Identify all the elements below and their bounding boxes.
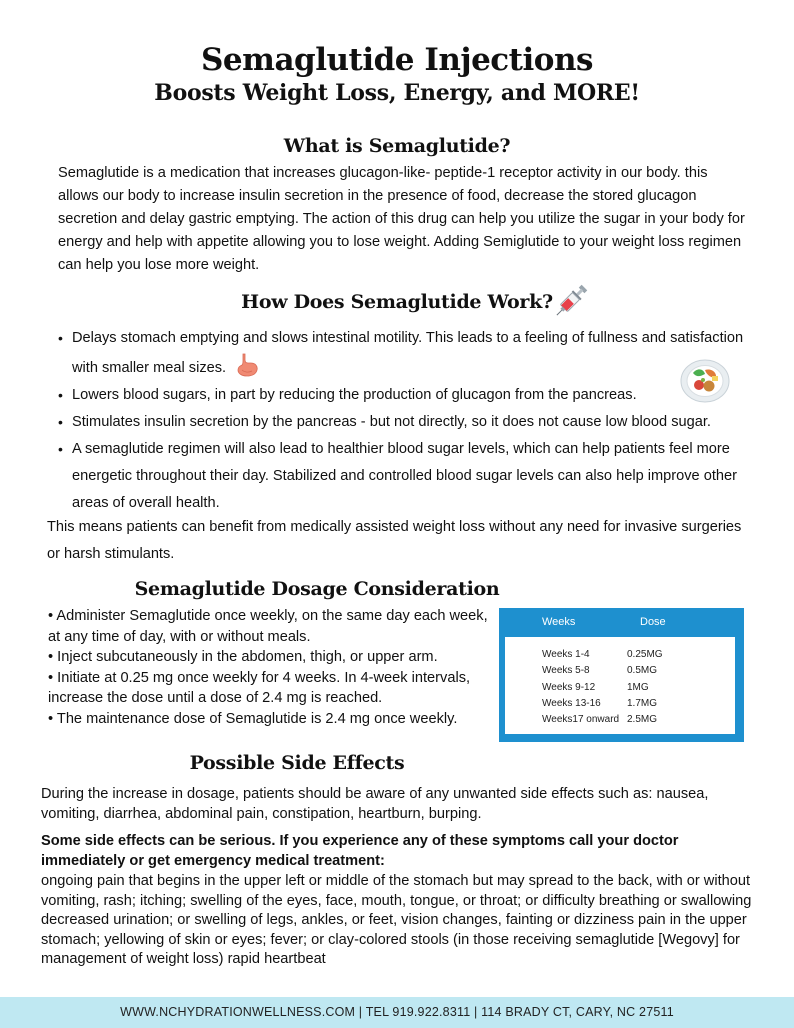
dosage-col-weeks: Weeks (542, 616, 576, 628)
dosage-heading: Semaglutide Dosage Consideration (134, 578, 500, 600)
healthy-plate-icon (679, 358, 731, 404)
side-effects-warning: Some side effects can be serious. If you experience any of these symptoms call your doctor immediately or get emergency medical treatment: (41, 833, 679, 869)
how-bullet-list (58, 325, 758, 517)
table-row (505, 714, 735, 730)
dosage-weeks-cell: Weeks17 onward (542, 714, 620, 725)
how-heading: How Does Semaglutide Work? (241, 291, 553, 313)
dosage-dose-cell: 1MG (627, 682, 649, 693)
stomach-icon (234, 352, 260, 378)
side-effects-intro: During the increase in dosage, patients should be aware of any unwanted side effects such as: nausea, vomiting, diarrhea, abdominal pain, constipation, heartburn, burping. (41, 786, 709, 822)
what-heading: What is Semaglutide? (283, 135, 511, 157)
dosage-dose-cell: 0.25MG (627, 649, 663, 660)
dosage-weeks-cell: Weeks 5-8 (542, 665, 590, 676)
dosage-table-body (505, 637, 735, 734)
how-bullet-item (58, 382, 758, 409)
dosage-dose-cell: 1.7MG (627, 698, 658, 709)
dosage-table-header (499, 616, 744, 634)
dosage-dose-cell: 0.5MG (627, 665, 658, 676)
how-bullet-text: Lowers blood sugars, in part by reducing the production of glucagon from the pancreas. (72, 387, 637, 403)
dosage-table (499, 608, 744, 742)
how-bullet-item (58, 325, 758, 382)
footer-contact: WWW.NCHYDRATIONWELLNESS.COM | TEL 919.922.8311 | 114 BRADY CT, CARY, NC 27511 (120, 1005, 674, 1019)
dosage-line: • The maintenance dose of Semaglutide is 2.4 mg once weekly. (48, 710, 458, 727)
table-row (505, 665, 735, 681)
table-row (505, 649, 735, 665)
side-effects-heading: Possible Side Effects (189, 752, 405, 774)
dosage-line: • Inject subcutaneously in the abdomen, thigh, or upper arm. (48, 649, 438, 665)
how-bullet-text: Stimulates insulin secretion by the pancreas - but not directly, so it does not cause low blood sugar. (72, 414, 711, 430)
benefit-paragraph: This means patients can benefit from medically assisted weight loss without any need for invasive surgeries or harsh stimulants. (47, 519, 742, 562)
how-bullet-text: Delays stomach emptying and slows intestinal motility. This leads to a feeling of fullness and satisfaction with smaller meal sizes. (72, 330, 744, 376)
what-paragraph: Semaglutide is a medication that increases glucagon-like- peptide-1 receptor activity in our body. this allows our body to increase insulin secretion in the presence of food, decrease the stored glucagon secretion and delay gastric emptying. The action of this drug can help you utilize the sugar in your body for energy and help with appetite allowing you to lose weight. Adding Semiglutide to your weight loss regimen can help you lose more weight. (58, 165, 745, 273)
syringe-icon (551, 280, 591, 322)
how-bullet-item (58, 409, 758, 436)
dosage-col-dose: Dose (640, 616, 666, 628)
dosage-weeks-cell: Weeks 9-12 (542, 682, 596, 693)
page-subtitle: Boosts Weight Loss, Energy, and MORE! (154, 80, 640, 106)
dosage-line: • Administer Semaglutide once weekly, on the same day each week, at any time of day, with or without meals. (48, 608, 488, 645)
dosage-weeks-cell: Weeks 1-4 (542, 649, 590, 660)
serious-symptoms-text: ongoing pain that begins in the upper left or middle of the stomach but may spread to the back, with or without vomiting, rash; itching; swelling of the eyes, face, mouth, tongue, or throat; or difficulty breathing or swallowing decreased urination; or swelling of legs, ankles, or feet, vision changes, fainting or dizziness pain in the upper stomach; yellowing of skin or eyes; fever; or clay-colored stools (in those receiving semaglutide [Wegovy] for management of weight loss) rapid heartbeat (41, 873, 752, 967)
dosage-dose-cell: 2.5MG (627, 714, 658, 725)
dosage-weeks-cell: Weeks 13-16 (542, 698, 601, 709)
footer-bar (0, 997, 794, 1028)
how-bullet-text: A semaglutide regimen will also lead to healthier blood sugar levels, which can help patients feel more energetic throughout their day. Stabilized and controlled blood sugar levels can also help improve other areas of overall health. (72, 441, 737, 511)
how-bullet-item (58, 436, 758, 517)
table-row (505, 698, 735, 714)
page-title: Semaglutide Injections (201, 42, 593, 78)
dosage-list (48, 606, 488, 729)
dosage-line: • Initiate at 0.25 mg once weekly for 4 weeks. In 4-week intervals, increase the dose until a dose of 2.4 mg is reached. (48, 669, 471, 706)
table-row (505, 682, 735, 698)
